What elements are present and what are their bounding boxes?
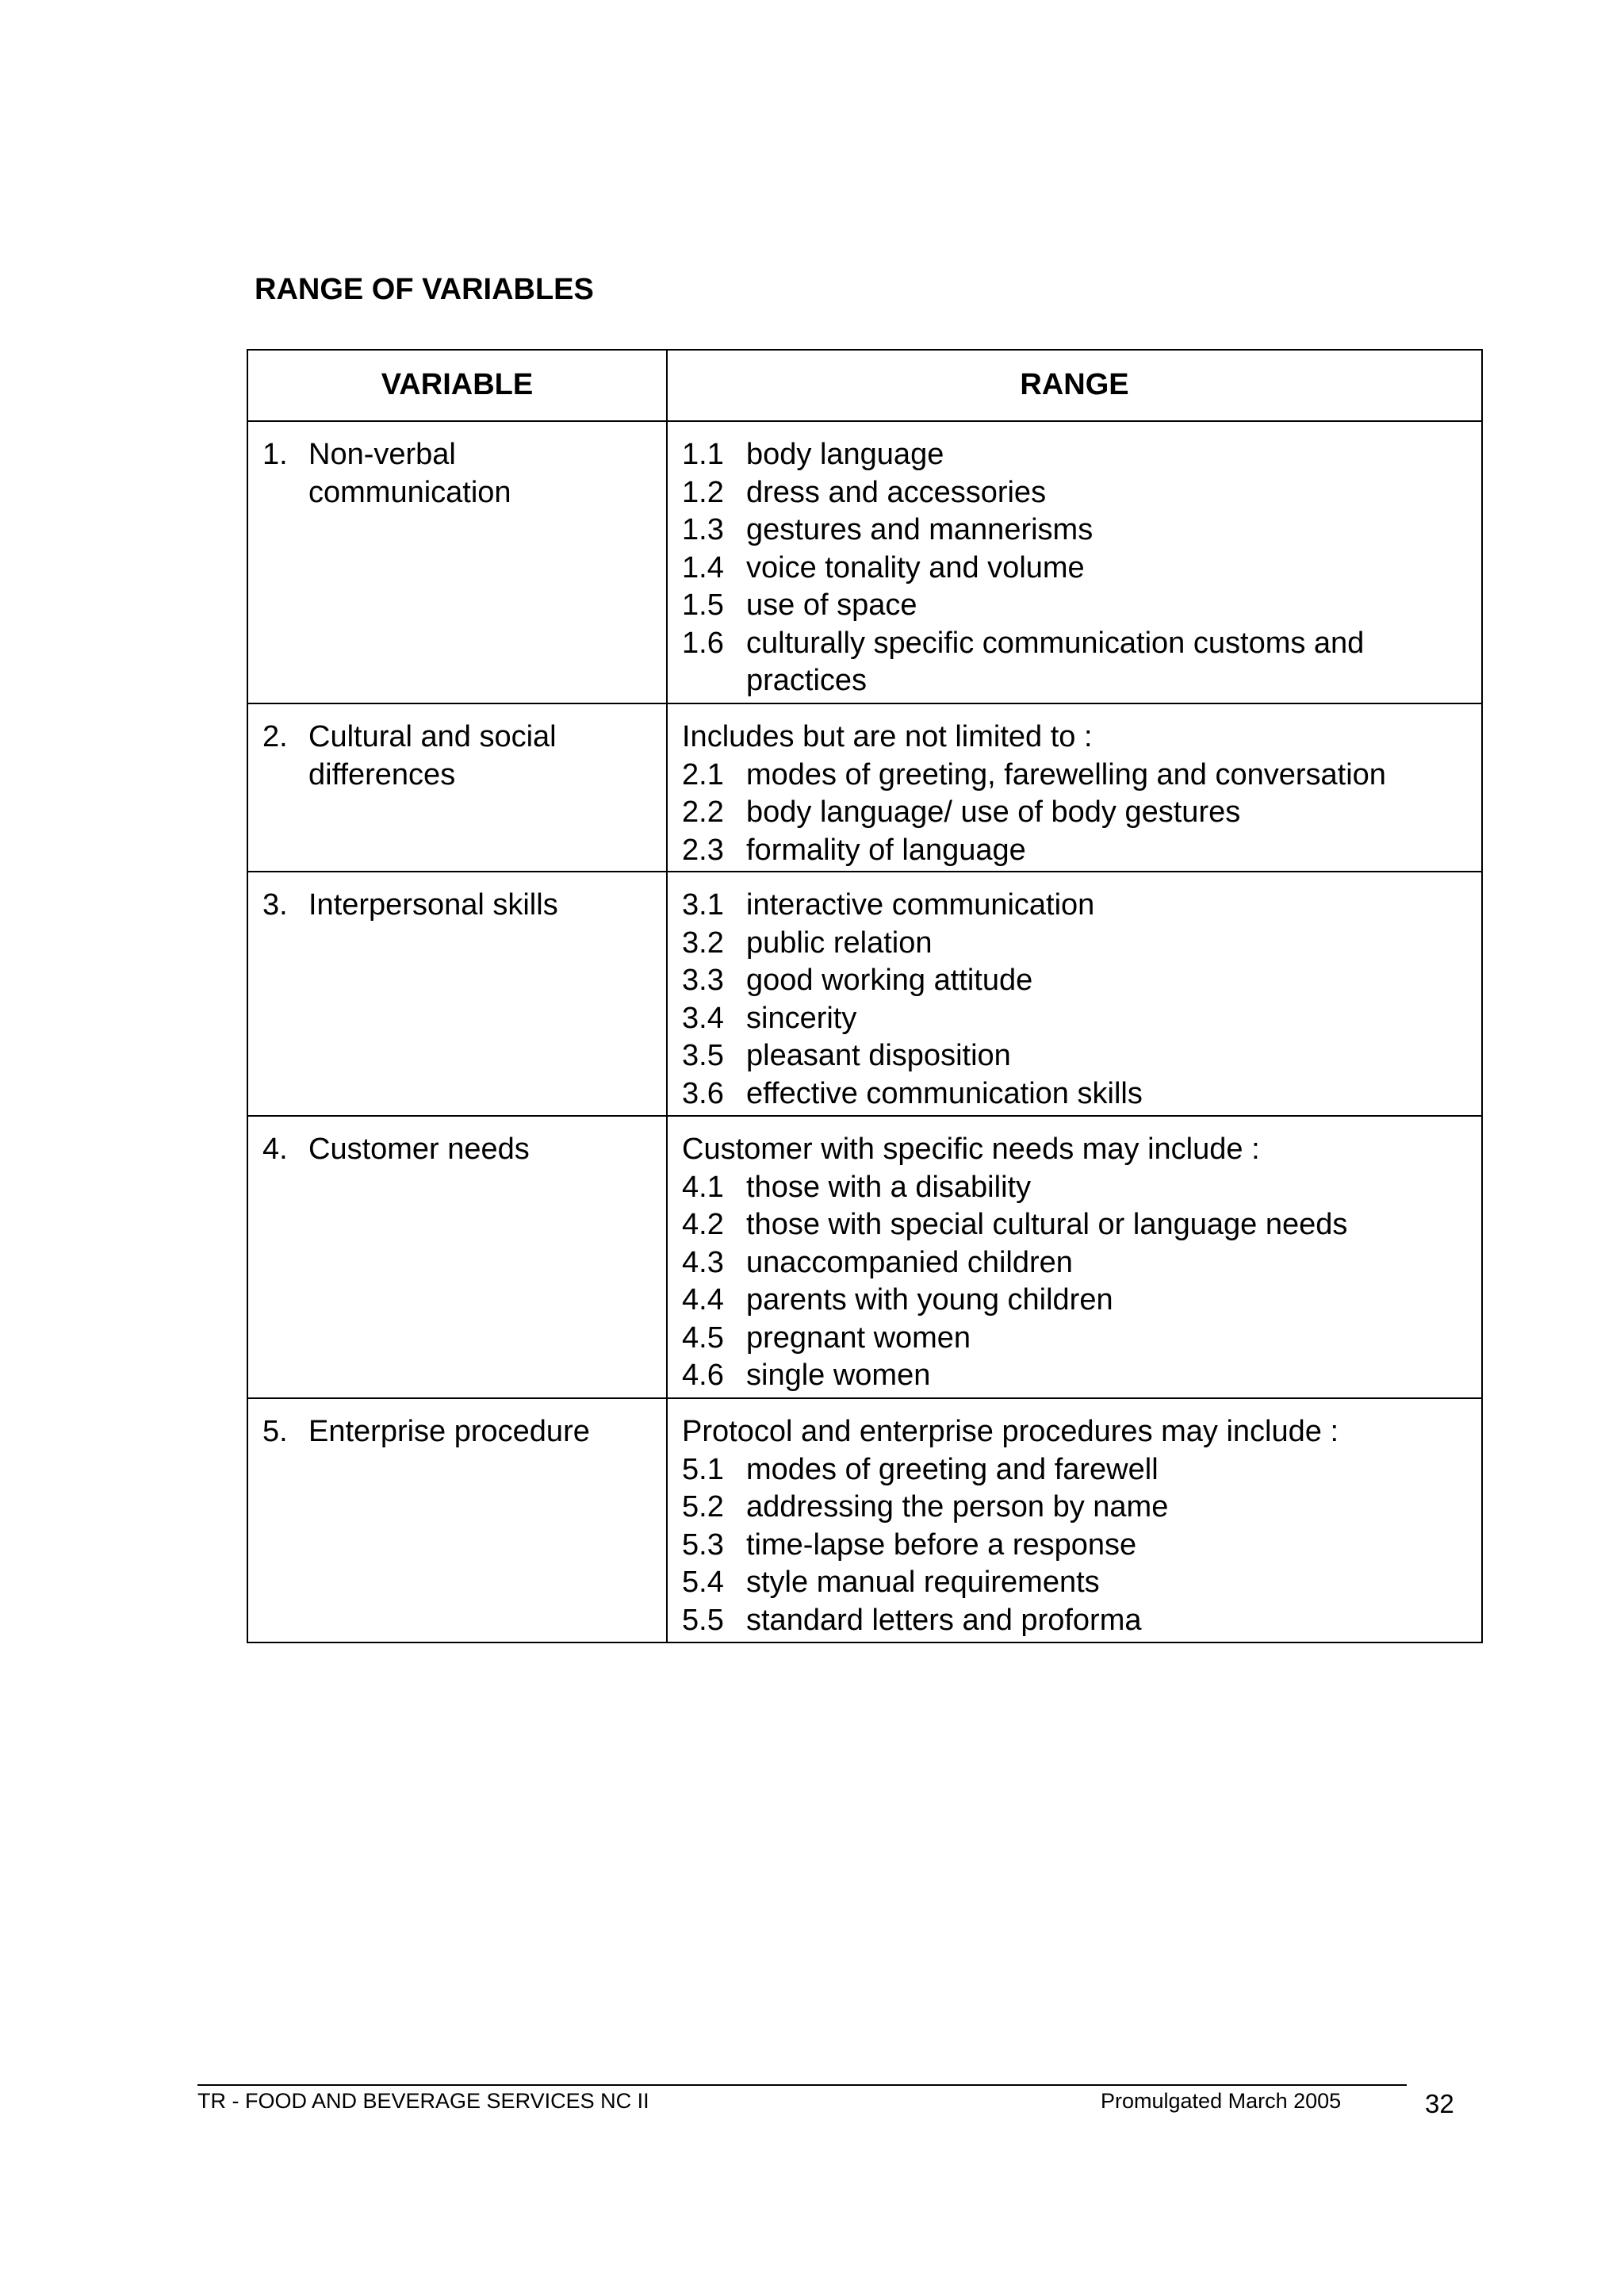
range-item-number: 2.1: [682, 757, 724, 792]
range-item-number: 4.3: [682, 1245, 724, 1279]
range-item-text: gestures and mannerisms: [746, 513, 1094, 546]
range-item: [682, 1564, 1481, 1602]
range-item-number: 5.2: [682, 1490, 724, 1524]
column-header-variable: VARIABLE: [247, 350, 667, 421]
range-item: [682, 1169, 1481, 1207]
range-item: [682, 1602, 1481, 1640]
range-item-number: 3.2: [682, 926, 724, 960]
range-item: [682, 962, 1481, 1000]
range-item-text: voice tonality and volume: [746, 550, 1085, 585]
range-item-text: effective communication skills: [746, 1076, 1143, 1110]
range-item-number: 5.1: [682, 1452, 724, 1486]
range-item-number: 5.5: [682, 1603, 724, 1637]
range-item-text: time-lapse before a response: [746, 1527, 1137, 1562]
table-row: [247, 872, 1482, 1116]
range-item-number: 4.4: [682, 1283, 724, 1317]
range-item-text: interactive communication: [746, 888, 1095, 922]
table-row: [247, 421, 1482, 703]
range-item-text: single women: [746, 1359, 931, 1392]
range-item-number: 1.5: [682, 588, 724, 622]
range-item: [682, 1489, 1481, 1527]
range-item-number: 1.1: [682, 438, 724, 471]
range-item-number: 4.5: [682, 1320, 724, 1355]
range-item-number: 5.3: [682, 1527, 724, 1562]
range-item-number: 3.3: [682, 964, 724, 997]
range-item: [682, 832, 1481, 870]
range-item-text: public relation: [746, 926, 933, 960]
range-item-number: 1.2: [682, 475, 724, 509]
variable-number: 5.: [262, 1415, 288, 1448]
range-item: [682, 1282, 1481, 1320]
variable-number: 1.: [262, 438, 288, 471]
column-header-range: RANGE: [667, 350, 1482, 421]
range-item: [682, 1075, 1481, 1114]
range-item-number: 3.4: [682, 1001, 724, 1035]
range-item-text: style manual requirements: [746, 1566, 1100, 1599]
range-item: [682, 925, 1481, 963]
range-item-text: dress and accessories: [746, 475, 1047, 509]
range-item-number: 1.6: [682, 626, 724, 660]
range-item-text: culturally specific communication customs and practices: [746, 626, 1365, 697]
variable-cell: [247, 703, 667, 872]
variable-number: 2.: [262, 720, 288, 753]
range-item: [682, 1206, 1481, 1244]
variable-cell: [247, 872, 667, 1116]
range-item: [682, 1320, 1481, 1358]
variable-number: 3.: [262, 888, 288, 922]
footer-promulgated-date: Promulgated March 2005: [1101, 2089, 1342, 2113]
range-item-text: formality of language: [746, 833, 1026, 867]
range-item-text: pregnant women: [746, 1320, 971, 1355]
range-item: [682, 1244, 1481, 1282]
range-item-number: 4.6: [682, 1359, 724, 1392]
range-item-text: good working attitude: [746, 964, 1033, 997]
range-item: [682, 1527, 1481, 1565]
range-item-number: 3.6: [682, 1076, 724, 1110]
range-item: [682, 587, 1481, 625]
range-item: [682, 1037, 1481, 1075]
range-item-text: parents with young children: [746, 1283, 1113, 1317]
range-cell: [667, 421, 1482, 703]
range-item-text: addressing the person by name: [746, 1490, 1169, 1524]
range-of-variables-table: [247, 349, 1483, 1643]
range-item-text: those with a disability: [746, 1170, 1032, 1204]
range-intro: Includes but are not limited to :: [682, 720, 1093, 753]
range-item: [682, 757, 1481, 795]
range-item: [682, 436, 1481, 474]
range-item-text: standard letters and proforma: [746, 1603, 1142, 1637]
range-item: [682, 474, 1481, 512]
range-item-text: sincerity: [746, 1001, 857, 1035]
range-cell: [667, 703, 1482, 872]
page-number: 32: [1425, 2089, 1454, 2118]
range-item-text: body language: [746, 438, 944, 471]
variable-name: Interpersonal skills: [308, 888, 558, 922]
range-item-number: 3.1: [682, 888, 724, 922]
range-item-number: 3.5: [682, 1039, 724, 1072]
range-cell: [667, 1398, 1482, 1642]
range-item-number: 4.2: [682, 1208, 724, 1241]
range-item-number: 4.1: [682, 1170, 724, 1204]
variable-cell: [247, 1398, 667, 1642]
page-title: RANGE OF VARIABLES: [255, 273, 594, 306]
range-item: [682, 1000, 1481, 1038]
range-item-number: 1.4: [682, 550, 724, 585]
variable-number: 4.: [262, 1133, 288, 1166]
table-body: [247, 421, 1482, 1642]
range-item-number: 2.3: [682, 833, 724, 867]
range-item-text: unaccompanied children: [746, 1245, 1073, 1279]
range-item: [682, 1357, 1481, 1395]
range-cell: [667, 1116, 1482, 1398]
range-item: [682, 550, 1481, 588]
variable-name: Enterprise procedure: [308, 1415, 590, 1448]
range-item: [682, 887, 1481, 925]
range-item: [682, 512, 1481, 550]
range-intro: Customer with specific needs may include :: [682, 1133, 1260, 1166]
range-item-text: use of space: [746, 588, 917, 622]
range-cell: [667, 872, 1482, 1116]
range-item-number: 2.2: [682, 795, 724, 829]
range-item: [682, 625, 1481, 700]
variable-name: Cultural and social differences: [308, 720, 557, 792]
table-header-row: [247, 350, 1482, 421]
range-item-text: pleasant disposition: [746, 1039, 1011, 1072]
variable-cell: [247, 1116, 667, 1398]
range-item-text: modes of greeting, farewelling and conversation: [746, 757, 1386, 792]
table-row: [247, 1398, 1482, 1642]
range-intro: Protocol and enterprise procedures may include :: [682, 1415, 1339, 1448]
range-item-number: 5.4: [682, 1566, 724, 1599]
range-item-text: modes of greeting and farewell: [746, 1452, 1159, 1486]
footer-divider: [197, 2084, 1407, 2086]
footer-document-title: TR - FOOD AND BEVERAGE SERVICES NC II: [197, 2089, 649, 2113]
range-item-text: those with special cultural or language needs: [746, 1208, 1348, 1241]
range-item-number: 1.3: [682, 513, 724, 546]
variable-name: Non-verbal communication: [308, 438, 511, 509]
variable-name: Customer needs: [308, 1133, 530, 1166]
range-item-text: body language/ use of body gestures: [746, 795, 1241, 829]
table-row: [247, 703, 1482, 872]
range-item: [682, 1451, 1481, 1489]
variable-cell: [247, 421, 667, 703]
table-row: [247, 1116, 1482, 1398]
range-item: [682, 794, 1481, 832]
